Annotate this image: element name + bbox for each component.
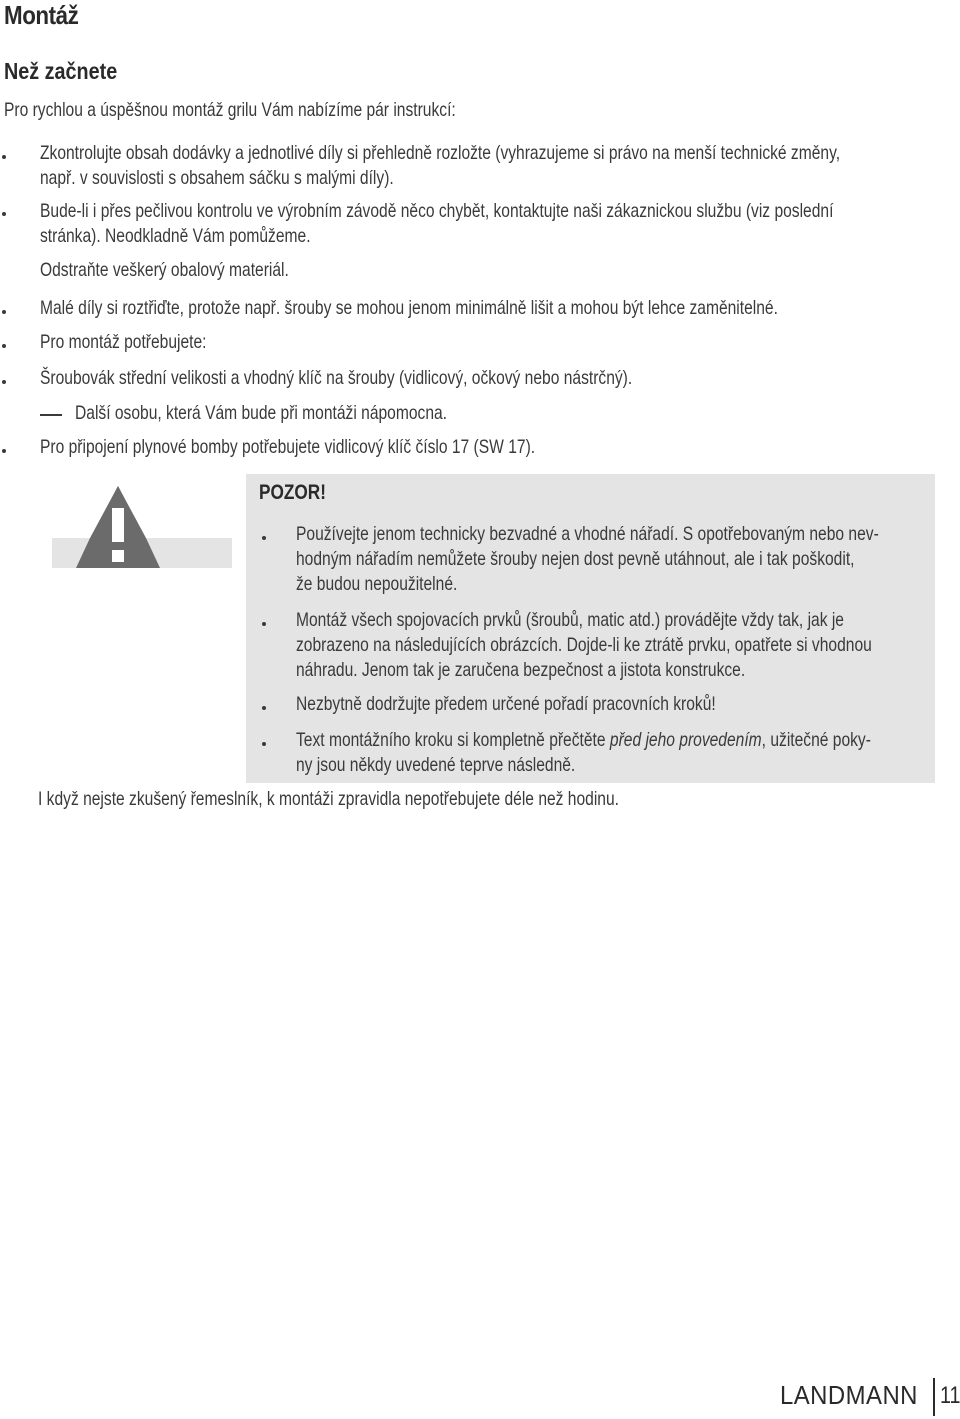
dash-item-1: Další osobu, která Vám bude při montáži nápomocna. bbox=[75, 402, 448, 424]
bullet-dot bbox=[262, 742, 266, 746]
warning-item-1-line-1: Používejte jenom technicky bezvadné a vhodné nářadí. S opotřebovaným nebo nev- bbox=[296, 523, 879, 545]
intro-text: Pro rychlou a úspěšnou montáž grilu Vám nabízíme pár instrukcí: bbox=[4, 99, 456, 121]
bullet-dot bbox=[262, 706, 266, 710]
brand-logo: LANDMANN bbox=[780, 1380, 918, 1410]
warning-item-3: Nezbytně dodržujte předem určené pořadí pracovních kroků! bbox=[296, 693, 716, 715]
footer-divider bbox=[933, 1378, 935, 1416]
page-number: 11 bbox=[940, 1382, 960, 1409]
bullet-dot bbox=[262, 622, 266, 626]
bullet-dot bbox=[2, 380, 6, 384]
closing-text: I když nejste zkušený řemeslník, k montáži zpravidla nepotřebujete déle než hodinu. bbox=[38, 788, 619, 810]
warning-item-4-emphasis: před jeho provedením bbox=[609, 729, 762, 751]
warning-item-4-text-b: , užitečné poky- bbox=[761, 729, 871, 751]
bullet-1-line-2: např. v souvislosti s obsahem sáčku s malými díly). bbox=[40, 167, 394, 189]
bullet-2-line-1: Bude-li i přes pečlivou kontrolu ve výrobním závodě něco chybět, kontaktujte naši zákaznickou službu (viz poslední bbox=[40, 200, 834, 222]
bullet-dot bbox=[262, 536, 266, 540]
warning-item-2-line-3: náhradu. Jenom tak je zaručena bezpečnost a jistota konstrukce. bbox=[296, 659, 746, 681]
bullet-3: Malé díly si roztřiďte, protože např. šrouby se mohou jenom minimálně lišit a mohou být lehce zaměnitelné. bbox=[40, 297, 778, 319]
warning-item-4-text-a: Text montážního kroku si kompletně přečtěte bbox=[296, 729, 610, 751]
bullet-1-line-1: Zkontrolujte obsah dodávky a jednotlivé díly si přehledně rozložte (vyhrazujeme si právo na menší technické změny, bbox=[40, 142, 841, 164]
section-heading: Než začnete bbox=[4, 58, 118, 84]
warning-triangle-icon bbox=[52, 482, 232, 572]
bullet-dot bbox=[2, 449, 6, 453]
page-title: Montáž bbox=[4, 0, 79, 30]
bullet-2-line-3: Odstraňte veškerý obalový materiál. bbox=[40, 259, 289, 281]
bullet-dot bbox=[2, 212, 6, 216]
warning-item-4-line-1 bbox=[296, 728, 871, 753]
bullet-6: Pro připojení plynové bomby potřebujete vidlicový klíč číslo 17 (SW 17). bbox=[40, 436, 536, 458]
bullet-2-line-2: stránka). Neodkladně Vám pomůžeme. bbox=[40, 225, 311, 247]
bullet-dot bbox=[2, 155, 6, 159]
warning-item-4-line-2: ny jsou někdy uvedené teprve následně. bbox=[296, 754, 576, 776]
bullet-5: Šroubovák střední velikosti a vhodný klíč na šrouby (vidlicový, očkový nebo nástrčný). bbox=[40, 367, 633, 389]
warning-item-2-line-1: Montáž všech spojovacích prvků (šroubů, matic atd.) provádějte vždy tak, jak je bbox=[296, 609, 844, 631]
bullet-dot bbox=[2, 310, 6, 314]
warning-item-2-line-2: zobrazeno na následujících obrázcích. Dojde-li ke ztrátě prvku, opatřete si vhodnou bbox=[296, 634, 872, 656]
bullet-dot bbox=[2, 344, 6, 348]
bullet-4: Pro montáž potřebujete: bbox=[40, 331, 207, 353]
dash-marker bbox=[40, 414, 62, 416]
warning-item-1-line-2: hodným nářadím nemůžete šrouby nejen dost pevně utáhnout, ale i tak poškodit, bbox=[296, 548, 855, 570]
warning-title: POZOR! bbox=[259, 481, 326, 504]
warning-item-1-line-3: že budou nepoužitelné. bbox=[296, 573, 458, 595]
